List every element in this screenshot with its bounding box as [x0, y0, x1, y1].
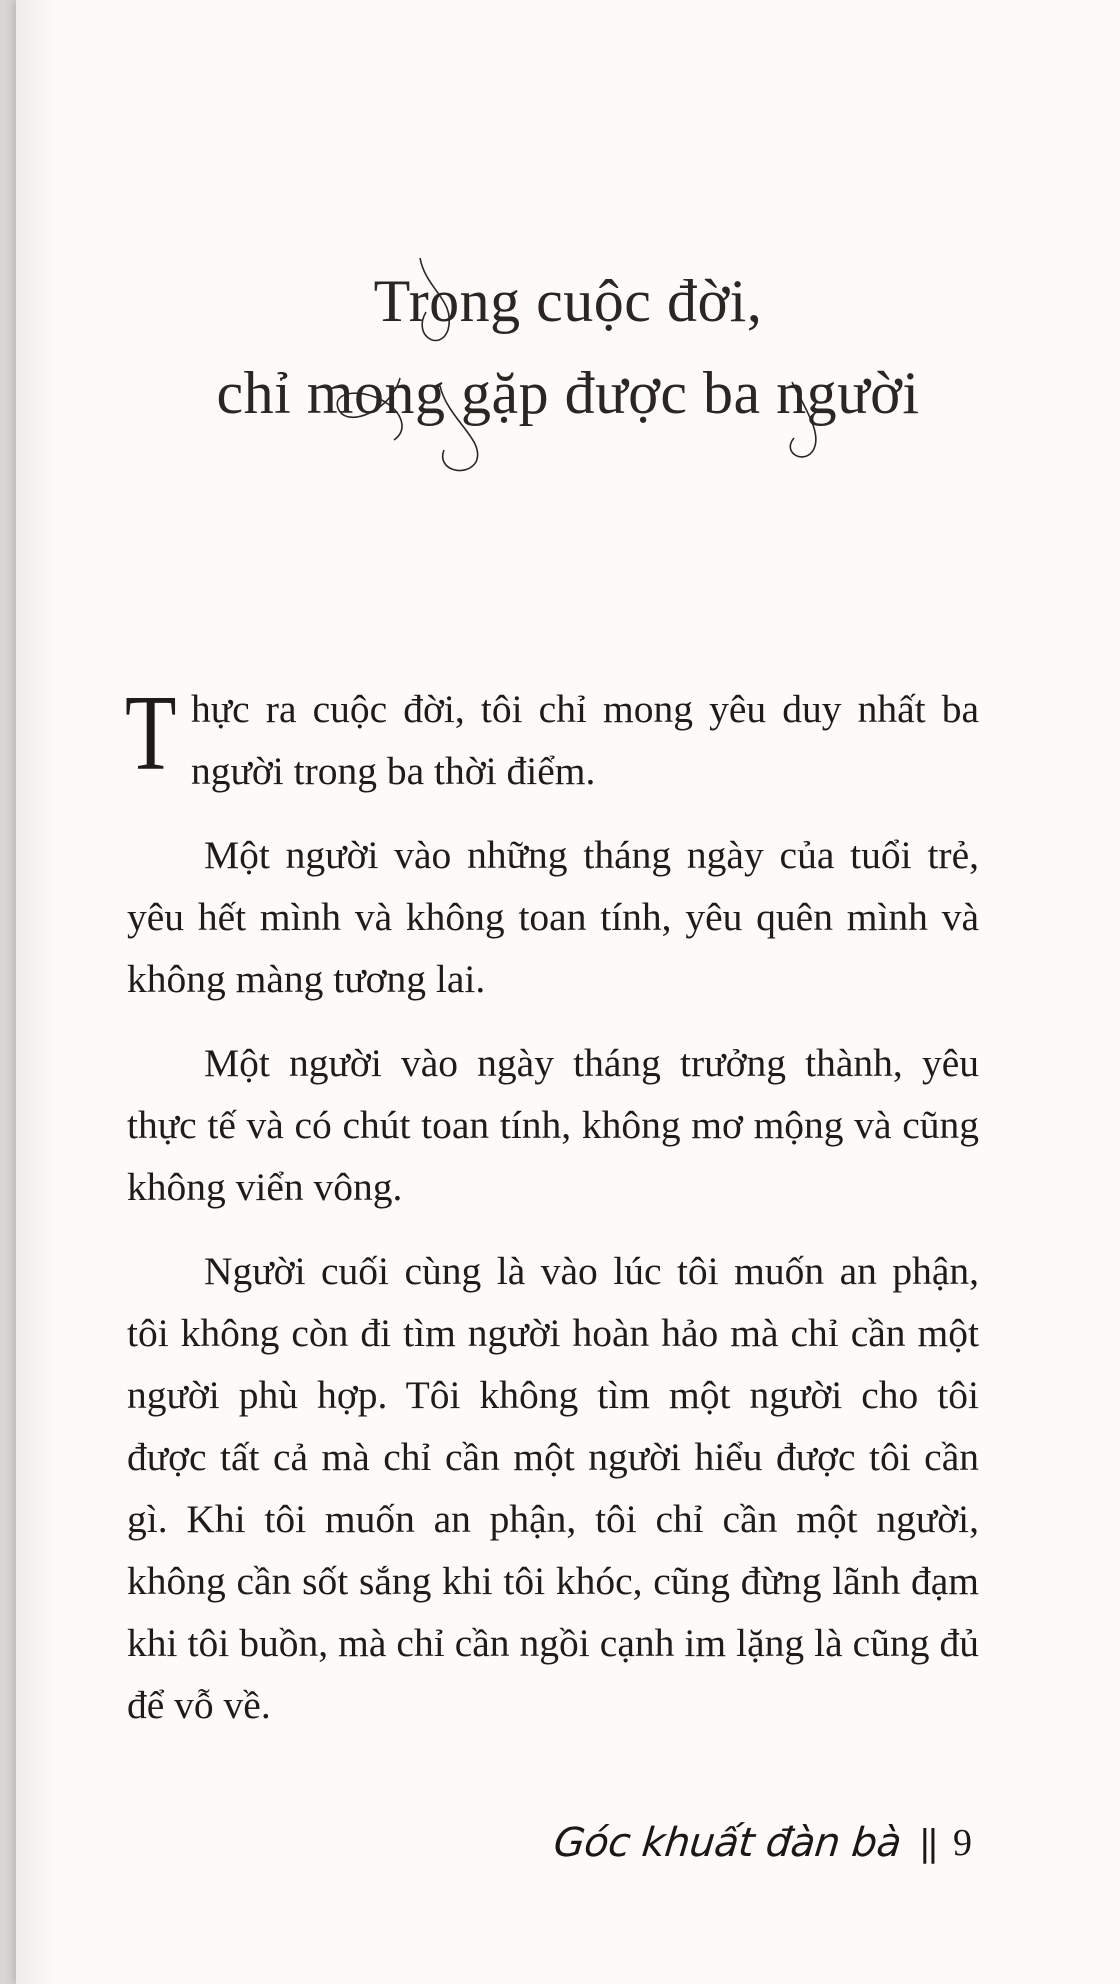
paragraph-2: Một người vào những tháng ngày của tuổi trẻ, yêu hết mình và không toan tính, yêu quên mình và không màng tương lai.: [127, 833, 979, 1001]
book-page: [16, 0, 1120, 1984]
paragraph-1: [125, 674, 979, 802]
paragraph-3: Một người vào ngày tháng trưởng thành, yêu thực tế và có chút toan tính, không mơ mộng và cũng không viển vông.: [127, 1041, 979, 1209]
paragraph-1-text: hực ra cuộc đời, tôi chỉ mong yêu duy nhất ba người trong ba thời điểm.: [191, 687, 979, 793]
paragraph-4: Người cuối cùng là vào lúc tôi muốn an phận, tôi không còn đi tìm người hoàn hảo mà chỉ cần một người phù hợp. Tôi không tìm một người cho tôi được tất cả mà chỉ cần một người hiểu được tôi cần gì. Khi tôi muốn an phận, tôi chỉ cần một người, không cần sốt sắng khi tôi khóc, cũng đừng lãnh đạm khi tôi buồn, mà chỉ cần ngồi cạnh im lặng là cũng đủ để vỗ về.: [127, 1249, 979, 1727]
drop-cap: T: [125, 674, 177, 793]
page-footer: [551, 1820, 972, 1866]
chapter-title-line-1: Trong cuộc đời,: [373, 268, 763, 335]
page-number: 9: [953, 1822, 972, 1864]
footer-separator: ||: [918, 1822, 935, 1864]
body-text: [125, 674, 979, 1758]
running-book-title: Góc khuất đàn bà: [551, 1820, 904, 1866]
title-flourish-icon: [16, 0, 1120, 480]
chapter-title-line-2: chỉ mong gặp được ba người: [216, 360, 920, 427]
